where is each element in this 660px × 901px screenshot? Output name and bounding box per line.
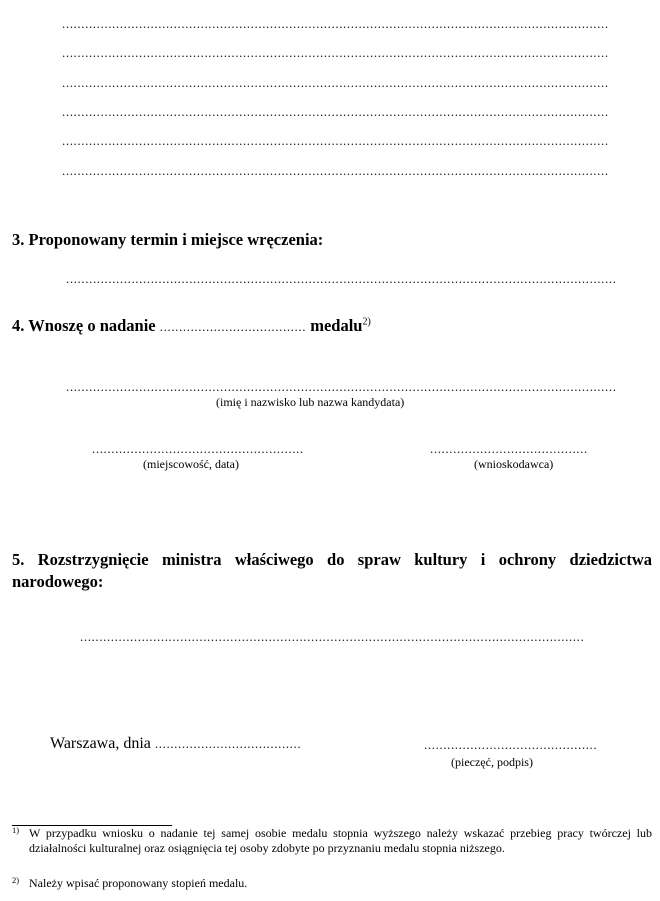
stamp-sign-line: ............................................. <box>424 737 598 752</box>
footnote-1-mark: 1) <box>12 825 20 835</box>
answer-line-5: .............................................................................................................................................. <box>62 133 609 148</box>
applicant-caption: (wnioskodawca) <box>474 457 554 471</box>
answer-line-2: .............................................................................................................................................. <box>62 45 609 60</box>
city-label: Warszawa, dnia <box>50 735 155 752</box>
medal-degree-line: ...................................... <box>159 319 307 334</box>
section-4-heading <box>12 316 371 336</box>
section-4-suffix: medalu <box>306 316 363 335</box>
footnote-1-text: W przypadku wniosku o nadanie tej samej osobie medalu stopnia wyższego należy wskazać przebieg pracy twórczej lub działalności kulturalnej oraz osiągnięcia tej osoby zdobyte po przyznaniu medalu stopnia niższego. <box>29 826 652 855</box>
answer-line-1: .............................................................................................................................................. <box>62 16 609 31</box>
footnote-2-text: Należy wpisać proponowany stopień medalu. <box>29 876 248 890</box>
warsaw-date-row <box>50 735 301 753</box>
stamp-sign-caption: (pieczęć, podpis) <box>451 755 533 769</box>
minister-date-line: ...................................... <box>154 736 302 751</box>
applicant-line: ......................................... <box>430 441 588 456</box>
footnote-2-mark: 2) <box>12 875 20 885</box>
section-5-line: ................................................................................................................................... <box>80 629 585 644</box>
section-3-heading: 3. Proponowany termin i miejsce wręczenia: <box>12 230 324 249</box>
candidate-caption: (imię i nazwisko lub nazwa kandydata) <box>216 395 405 409</box>
candidate-line: ............................................................................................................................................... <box>66 379 617 394</box>
section-3-line: ............................................................................................................................................... <box>66 271 617 286</box>
answer-line-3: .............................................................................................................................................. <box>62 75 609 90</box>
answer-line-6: .............................................................................................................................................. <box>62 163 609 178</box>
section-4-prefix: 4. Wnoszę o nadanie <box>12 316 160 335</box>
section-5-heading: 5. Rozstrzygnięcie ministra właściwego do spraw kultury i ochrony dziedzictwa narodowego: <box>12 550 652 591</box>
place-date-line: ....................................................... <box>92 441 304 456</box>
answer-line-4: .............................................................................................................................................. <box>62 104 609 119</box>
place-date-caption: (miejscowość, data) <box>143 457 239 471</box>
footnote-ref-2: 2) <box>362 316 371 328</box>
